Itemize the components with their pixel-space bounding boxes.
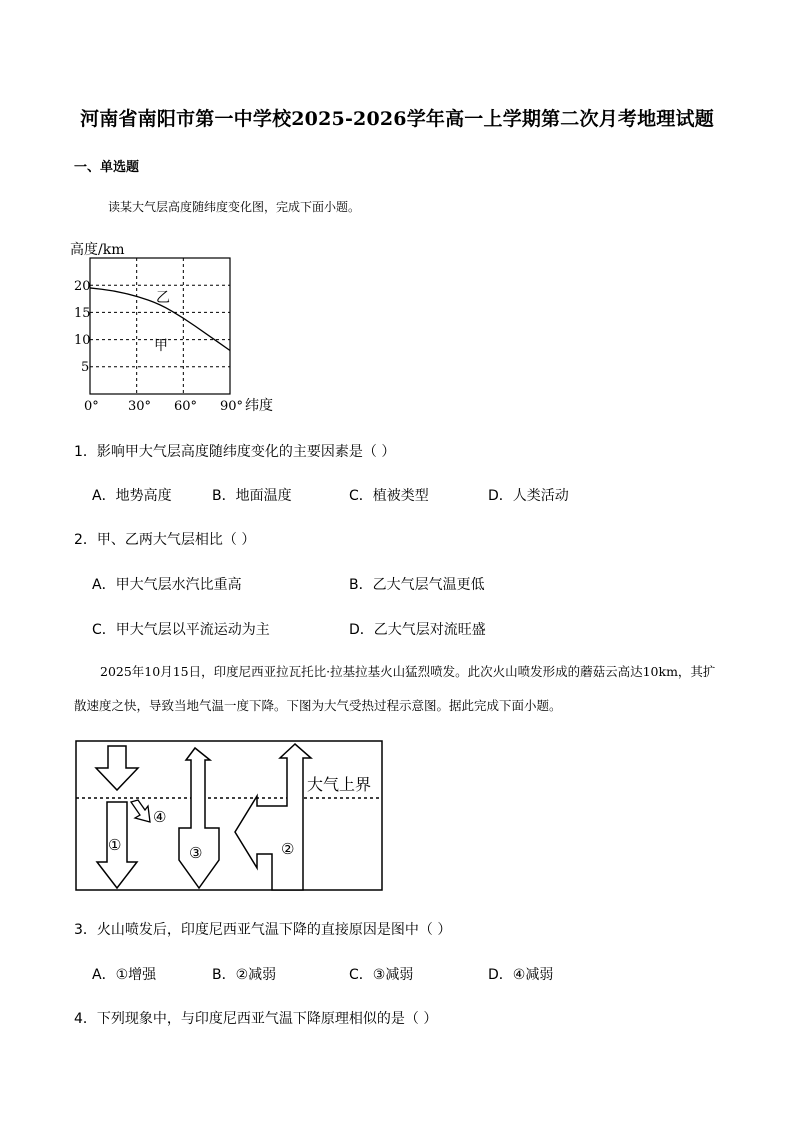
x-tick-30: 30° xyxy=(128,399,152,414)
q1-option-b[interactable]: B．地面温度 xyxy=(212,488,292,504)
material-paragraph: 2025年10月15日，印度尼西亚拉瓦托比·拉基拉基火山猛烈喷发。此次火山喷发形成的蘑菇云高达10km，其扩散速度之快，导致当地气温一度下降。下图为大气受热过程示意图。据此完成下面小题。 xyxy=(74,664,716,713)
y-tick-10: 10 xyxy=(74,333,91,348)
chart-ylabel: 高度/km xyxy=(70,242,125,258)
x-tick-90: 90° xyxy=(220,399,244,414)
question-2: 2．甲、乙两大气层相比（ ） xyxy=(74,532,256,548)
x-tick-60: 60° xyxy=(174,399,198,414)
q3-option-c[interactable]: C．③减弱 xyxy=(349,967,414,983)
q2-option-a[interactable]: A．甲大气层水汽比重高 xyxy=(92,577,242,593)
y-tick-15: 15 xyxy=(74,306,91,321)
q2-option-b[interactable]: B．乙大气层气温更低 xyxy=(349,577,485,593)
radiation-arrow-3 xyxy=(179,748,219,888)
y-tick-20: 20 xyxy=(74,279,91,294)
q3-option-d[interactable]: D．④减弱 xyxy=(488,967,554,983)
chart-frame xyxy=(90,258,230,394)
chart-grid xyxy=(90,258,230,394)
atmosphere-heating-diagram xyxy=(75,740,385,892)
intro-text: 读某大气层高度随纬度变化图，完成下面小题。 xyxy=(108,200,361,214)
q1-option-a[interactable]: A．地势高度 xyxy=(92,488,172,504)
section-heading: 一、单选题 xyxy=(74,160,140,175)
y-tick-5: 5 xyxy=(81,360,90,375)
q2-option-d[interactable]: D．乙大气层对流旺盛 xyxy=(349,622,486,638)
q2-option-c[interactable]: C．甲大气层以平流运动为主 xyxy=(92,622,270,638)
region-label-yi: 乙 xyxy=(156,290,170,306)
marker-4: ④ xyxy=(153,808,167,826)
q3-option-a[interactable]: A．①增强 xyxy=(92,967,157,983)
q1-option-c[interactable]: C．植被类型 xyxy=(349,488,429,504)
question-4: 4．下列现象中，与印度尼西亚气温下降原理相似的是（ ） xyxy=(74,1011,438,1027)
region-label-jia: 甲 xyxy=(154,338,168,354)
x-tick-0: 0° xyxy=(84,399,99,414)
reflection-arrow-4 xyxy=(131,800,150,822)
marker-3: ③ xyxy=(189,844,203,862)
question-3: 3．火山喷发后，印度尼西亚气温下降的直接原因是图中（ ） xyxy=(74,922,452,938)
latitude-height-chart xyxy=(60,236,300,416)
incoming-radiation-arrow xyxy=(96,746,138,790)
page-title: 河南省南阳市第一中学校2025-2026学年高一上学期第二次月考地理试题 xyxy=(80,108,714,130)
boundary-label: 大气上界 xyxy=(307,775,372,794)
marker-2: ② xyxy=(281,840,295,858)
q1-option-d[interactable]: D．人类活动 xyxy=(488,488,569,504)
marker-1: ① xyxy=(108,836,122,854)
question-1: 1．影响甲大气层高度随纬度变化的主要因素是（ ） xyxy=(74,444,396,460)
chart-xlabel: 纬度 xyxy=(245,398,273,414)
q3-option-b[interactable]: B．②减弱 xyxy=(212,967,277,983)
counter-radiation-arrow-2 xyxy=(235,744,311,890)
